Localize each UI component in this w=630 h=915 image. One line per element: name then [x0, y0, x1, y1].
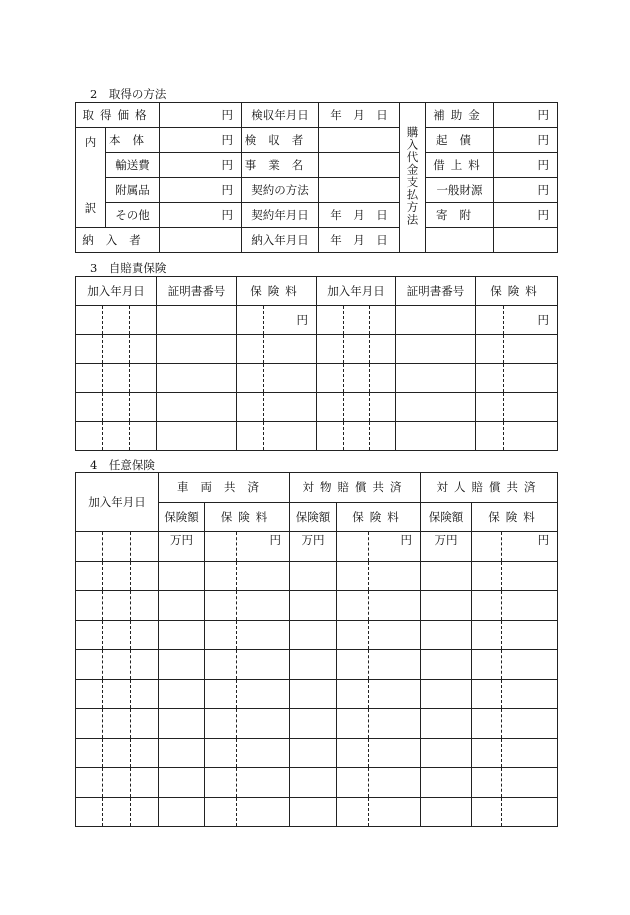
cell [157, 306, 237, 335]
cell [369, 620, 421, 650]
cell [370, 306, 396, 335]
table-row [76, 591, 558, 621]
cell [103, 532, 131, 562]
cell [337, 679, 369, 709]
nin-i-table [75, 472, 558, 827]
cell [103, 393, 130, 422]
price-yen: 円 [160, 103, 242, 128]
cell [370, 422, 396, 451]
cell [472, 679, 502, 709]
cell [370, 335, 396, 364]
cell [290, 591, 337, 621]
personal-header: 対人賠償共済 [421, 473, 558, 503]
cell [131, 738, 159, 768]
cell [159, 797, 205, 827]
cell [159, 620, 205, 650]
cell [337, 738, 369, 768]
cell [317, 364, 344, 393]
cell [472, 532, 502, 562]
cell [369, 797, 421, 827]
lease-yen: 円 [494, 153, 558, 178]
cell [396, 335, 476, 364]
acquisition-table [75, 102, 558, 253]
cell [476, 393, 504, 422]
cell [502, 797, 558, 827]
cell [157, 335, 237, 364]
donation-label: 寄附 [426, 203, 494, 228]
coverage-header: 保険額 [159, 502, 205, 532]
blank-cell [426, 228, 494, 253]
cell [237, 561, 290, 591]
cell [205, 679, 237, 709]
shipping-label: 輸送費 [106, 153, 160, 178]
table-row [76, 422, 558, 451]
cell [76, 335, 103, 364]
cell [396, 422, 476, 451]
cell [205, 650, 237, 680]
other-label: その他 [106, 203, 160, 228]
contract-date-label: 契約年月日 [242, 203, 319, 228]
cell [237, 364, 264, 393]
join-date-header: 加入年月日 [317, 277, 396, 306]
join-date-header: 加入年月日 [76, 277, 157, 306]
inspector-value [319, 128, 400, 153]
section-heading-acquisition: 2 取得の方法 [90, 87, 167, 101]
cell [103, 679, 131, 709]
cell [103, 306, 130, 335]
table-row [76, 709, 558, 739]
cell [421, 738, 472, 768]
cell [131, 679, 159, 709]
table-row [76, 620, 558, 650]
cell [421, 797, 472, 827]
jibaiseki-table [75, 276, 558, 451]
cert-no-header: 証明書番号 [157, 277, 237, 306]
cell [103, 335, 130, 364]
general-yen: 円 [494, 178, 558, 203]
price-label: 取得価格 [76, 103, 160, 128]
premium-yen: 円 [264, 306, 317, 335]
cell [159, 561, 205, 591]
table-row [76, 738, 558, 768]
contract-method-value [319, 178, 400, 203]
cell [131, 532, 159, 562]
premium-yen: 円 [237, 532, 290, 562]
table-row [76, 532, 558, 562]
cell [502, 650, 558, 680]
cell [370, 364, 396, 393]
cell [103, 650, 131, 680]
cell [369, 650, 421, 680]
shipping-yen: 円 [160, 153, 242, 178]
cell [205, 709, 237, 739]
cell [103, 364, 130, 393]
cell [131, 709, 159, 739]
section-heading-jibaiseki: 3 自賠責保険 [90, 261, 167, 275]
cell [103, 620, 131, 650]
table-row [76, 768, 558, 798]
cell [290, 679, 337, 709]
cell [421, 561, 472, 591]
cell [237, 738, 290, 768]
cell [369, 738, 421, 768]
premium-yen: 円 [504, 306, 558, 335]
cell [317, 335, 344, 364]
table-row [76, 393, 558, 422]
premium-yen: 円 [369, 532, 421, 562]
cell [472, 709, 502, 739]
supplier-value [160, 228, 242, 253]
payment-method-label: 購入代金支払方法 [400, 103, 426, 253]
cell [421, 679, 472, 709]
cell [290, 561, 337, 591]
cell [472, 797, 502, 827]
inspect-date-value: 年 月 日 [319, 103, 400, 128]
premium-header: 保険料 [237, 277, 317, 306]
cell [290, 738, 337, 768]
cell [344, 306, 370, 335]
cell [130, 422, 157, 451]
cell [131, 650, 159, 680]
cell [504, 335, 558, 364]
cell [76, 393, 103, 422]
nin-i-rows [76, 532, 558, 827]
cell [344, 364, 370, 393]
cell [369, 768, 421, 798]
inspector-label: 検収者 [242, 128, 319, 153]
cell [502, 709, 558, 739]
premium-yen: 円 [502, 532, 558, 562]
supplier-label: 納入者 [76, 228, 160, 253]
cell [76, 768, 103, 798]
cell [344, 335, 370, 364]
bond-yen: 円 [494, 128, 558, 153]
table-row [76, 335, 558, 364]
cell [130, 393, 157, 422]
cell [476, 364, 504, 393]
table-row [76, 364, 558, 393]
cell [369, 679, 421, 709]
cell [264, 364, 317, 393]
cell [103, 561, 131, 591]
cell [76, 797, 103, 827]
cell [264, 422, 317, 451]
cell [317, 422, 344, 451]
cell [157, 364, 237, 393]
cell [237, 620, 290, 650]
cell [476, 335, 504, 364]
premium-header: 保険料 [476, 277, 558, 306]
cell [370, 393, 396, 422]
cell [159, 738, 205, 768]
body-yen: 円 [160, 128, 242, 153]
cell [396, 364, 476, 393]
cell [237, 393, 264, 422]
cell [159, 679, 205, 709]
cell [421, 709, 472, 739]
cell [130, 335, 157, 364]
subsidy-label: 補助金 [426, 103, 494, 128]
cell [103, 738, 131, 768]
lease-label: 借上料 [426, 153, 494, 178]
cell [369, 591, 421, 621]
contract-date-value: 年 月 日 [319, 203, 400, 228]
table-row [76, 306, 558, 335]
cell [205, 620, 237, 650]
cell [290, 797, 337, 827]
property-header: 対物賠償共済 [290, 473, 421, 503]
cell [264, 335, 317, 364]
cell [237, 591, 290, 621]
cell [76, 738, 103, 768]
cell [237, 679, 290, 709]
breakdown-label: 内 訳 [76, 128, 106, 228]
inspect-date-label: 検収年月日 [242, 103, 319, 128]
cell [76, 709, 103, 739]
cell [131, 797, 159, 827]
table-row [76, 561, 558, 591]
cell [337, 561, 369, 591]
cell [159, 591, 205, 621]
cell [130, 364, 157, 393]
cell [237, 650, 290, 680]
cell [103, 709, 131, 739]
cell [504, 364, 558, 393]
cell [472, 561, 502, 591]
cell [157, 393, 237, 422]
blank-cell [494, 228, 558, 253]
coverage-unit: 万円 [421, 532, 472, 562]
cell [205, 797, 237, 827]
cell [317, 306, 344, 335]
cell [396, 306, 476, 335]
cell [421, 768, 472, 798]
cell [205, 738, 237, 768]
cell [103, 768, 131, 798]
cell [502, 738, 558, 768]
cell [130, 306, 157, 335]
cell [472, 620, 502, 650]
cell [237, 797, 290, 827]
cell [76, 591, 103, 621]
cell [159, 768, 205, 798]
bond-label: 起債 [426, 128, 494, 153]
body-label: 本体 [106, 128, 160, 153]
premium-header: 保険料 [337, 502, 421, 532]
cell [237, 306, 264, 335]
cell [502, 591, 558, 621]
cell [76, 532, 103, 562]
cell [421, 591, 472, 621]
cell [472, 768, 502, 798]
cell [131, 561, 159, 591]
cell [337, 591, 369, 621]
jibaiseki-rows [76, 306, 558, 451]
cell [76, 364, 103, 393]
cell [76, 650, 103, 680]
cell [504, 422, 558, 451]
accessories-label: 附属品 [106, 178, 160, 203]
cell [76, 679, 103, 709]
subsidy-yen: 円 [494, 103, 558, 128]
delivery-date-label: 納入年月日 [242, 228, 319, 253]
contract-method-label: 契約の方法 [242, 178, 319, 203]
cell [476, 306, 504, 335]
join-date-header: 加入年月日 [76, 473, 159, 532]
cell [131, 768, 159, 798]
cell [131, 620, 159, 650]
other-yen: 円 [160, 203, 242, 228]
cell [369, 561, 421, 591]
cell [317, 393, 344, 422]
table-row [76, 797, 558, 827]
cell [237, 335, 264, 364]
vehicle-header: 車両共済 [159, 473, 290, 503]
cell [264, 393, 317, 422]
cell [290, 620, 337, 650]
cell [472, 650, 502, 680]
delivery-date-value: 年 月 日 [319, 228, 400, 253]
cell [396, 393, 476, 422]
coverage-unit: 万円 [290, 532, 337, 562]
cell [205, 768, 237, 798]
table-row [76, 679, 558, 709]
cell [103, 591, 131, 621]
section-heading-nin-i: 4 任意保険 [90, 458, 155, 472]
premium-header: 保険料 [205, 502, 290, 532]
cell [421, 620, 472, 650]
cell [502, 768, 558, 798]
cell [502, 679, 558, 709]
premium-header: 保険料 [472, 502, 558, 532]
cell [237, 422, 264, 451]
cell [337, 620, 369, 650]
cell [337, 797, 369, 827]
cell [205, 591, 237, 621]
accessories-yen: 円 [160, 178, 242, 203]
cell [290, 709, 337, 739]
cell [337, 709, 369, 739]
project-name-value [319, 153, 400, 178]
cell [76, 306, 103, 335]
cell [103, 797, 131, 827]
cell [476, 422, 504, 451]
cell [504, 393, 558, 422]
cell [237, 709, 290, 739]
cell [421, 650, 472, 680]
cell [337, 768, 369, 798]
cell [290, 650, 337, 680]
cell [472, 591, 502, 621]
cell [344, 422, 370, 451]
cell [337, 532, 369, 562]
cell [76, 620, 103, 650]
cell [131, 591, 159, 621]
table-row [76, 650, 558, 680]
cell [344, 393, 370, 422]
cell [369, 709, 421, 739]
cell [157, 422, 237, 451]
cell [159, 709, 205, 739]
project-name-label: 事業名 [242, 153, 319, 178]
cell [205, 561, 237, 591]
donation-yen: 円 [494, 203, 558, 228]
coverage-header: 保険額 [290, 502, 337, 532]
coverage-unit: 万円 [159, 532, 205, 562]
cell [290, 768, 337, 798]
cell [502, 620, 558, 650]
general-label: 一般財源 [426, 178, 494, 203]
cert-no-header: 証明書番号 [396, 277, 476, 306]
cell [205, 532, 237, 562]
cell [103, 422, 130, 451]
cell [337, 650, 369, 680]
cell [76, 561, 103, 591]
cell [502, 561, 558, 591]
cell [472, 738, 502, 768]
cell [237, 768, 290, 798]
coverage-header: 保険額 [421, 502, 472, 532]
cell [159, 650, 205, 680]
cell [76, 422, 103, 451]
